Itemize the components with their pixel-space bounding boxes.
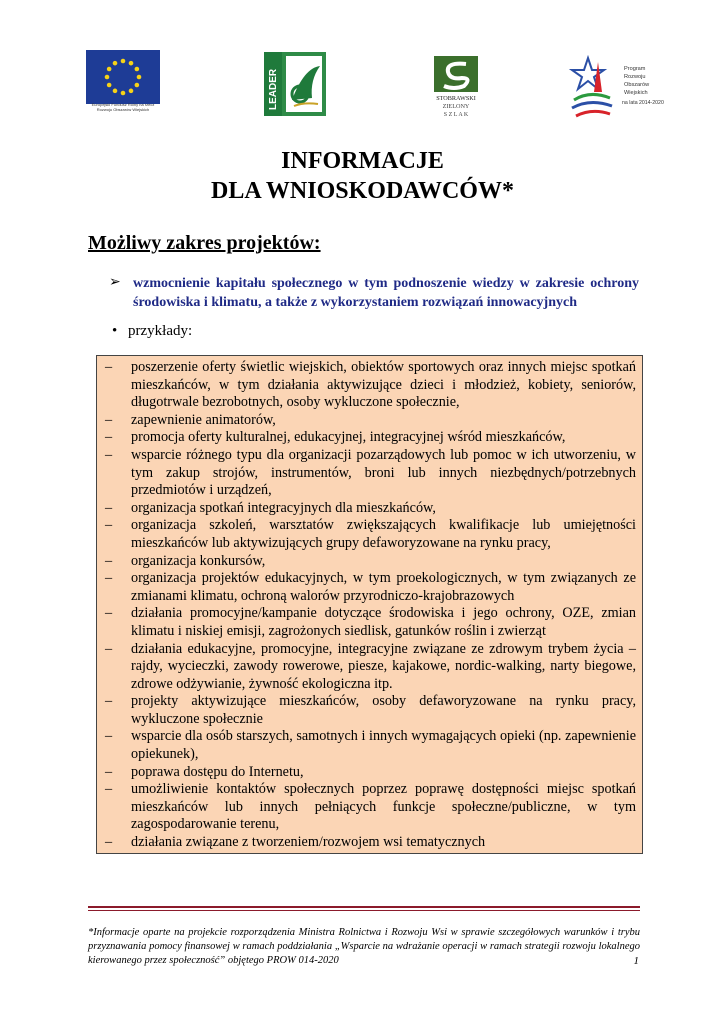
prow-logo-line-2: Rozwoju [624,74,646,80]
example-text: organizacja konkursów, [131,552,266,569]
eu-star-icon [135,67,140,72]
dash-bullet-icon: – [105,781,113,798]
project-scope-text: wzmocnienie kapitału społecznego w tym podnoszenie wiedzy w zakresie ochrony środowiska i klimatu, a także z wykorzystaniem rozwiązań innowacyjnych [133,276,639,310]
dash-bullet-icon: – [105,411,113,428]
example-text: projekty aktywizujące mieszkańców, osoby defaworyzowane na rynku pracy, wykluczone społecznie [131,693,636,727]
bullet-dot-icon: • [112,323,118,339]
example-text: organizacja projektów edukacyjnych, w tym proekologicznych, w tym związanych ze zmianami klimatu, ochroną walorów przyrodniczo-krajobrazowych [131,570,636,604]
example-text: działania związane z tworzeniem/rozwojem wsi tematycznych [131,834,486,851]
example-list-item [103,359,636,412]
footnote: *Informacje oparte na projekcie rozporządzenia Ministra Rolnictwa i Rozwoju Wsi w sprawie szczegółowych warunków i trybu przyznawania pomocy finansowej w ramach poddziałania „Wsparcie na wdrażanie operacji w ramach strategii rozwoju lokalnego kierowanego przez społeczność” objętego PROW 014-2020 [88,927,640,966]
page-title-line-1: INFORMACJE [281,148,444,174]
example-list-item [103,517,636,552]
szlak-logo-line-1: STOBRAWSKI [436,95,476,102]
dash-bullet-icon: – [105,640,113,657]
dash-bullet-icon: – [105,693,113,710]
example-text: działania promocyjne/kampanie dotyczące środowiska i jego ochrony, OZE, zmian klimatu i niskiej emisji, zagrożonych siedlisk, gatunków roślin i zwierząt [131,605,636,639]
examples-list [103,359,636,852]
stobrawski-zielony-szlak-logo [432,56,480,120]
eu-star-icon [105,75,110,80]
example-text: organizacja szkoleń, warsztatów zwiększających kwalifikacje lub umiejętności mieszkańców lub aktywizujących grupy defaworyzowane na rynku pracy, [131,517,636,551]
eu-star-icon [135,83,140,88]
dash-bullet-icon: – [105,429,113,446]
arrow-bullet-icon: ➢ [109,275,121,290]
dash-bullet-icon: – [105,763,113,780]
page-title-line-2: DLA WNIOSKODAWCÓW* [211,178,514,204]
dash-bullet-icon: – [105,552,113,569]
example-list-item [103,834,636,852]
eu-star-icon [107,83,112,88]
example-list-item [103,728,636,763]
example-text: zapewnienie animatorów, [131,411,276,428]
example-list-item [103,781,636,834]
section-heading: Możliwy zakres projektów: [88,232,321,254]
example-list-item [103,447,636,500]
prow-logo [566,52,666,124]
example-text: umożliwienie kontaktów społecznych poprzez poprawę dostępności miejsc spotkań mieszkańców lub innych pełniących funkcje społeczne/publiczne, w tym zagospodarowanie terenu, [131,781,636,833]
example-text: poprawa dostępu do Internetu, [131,763,304,780]
prow-logo-line-4: Wiejskich [624,90,648,96]
eu-star-icon [129,89,134,94]
eu-flag-logo [86,50,160,104]
dash-bullet-icon: – [105,359,113,375]
dash-bullet-icon: – [105,834,113,851]
eu-logo-caption: Europejski Fundusz Rolny na rzecz Rozwoju Obszarów Wiejskich [91,102,155,112]
eu-star-icon [121,59,126,64]
dash-bullet-icon: – [105,446,113,463]
prow-logo-line-1: Program [624,66,646,72]
dash-bullet-icon: – [105,499,113,516]
eu-star-icon [137,75,142,80]
footer-rule-thin [88,910,640,911]
eu-star-icon [129,61,134,66]
szlak-logo-line-2: ZIELONY [442,103,470,110]
leader-logo-text: LEADER [268,68,279,110]
szlak-logo-line-3: S Z L A K [443,112,469,118]
eu-star-icon [113,89,118,94]
example-text: organizacja spotkań integracyjnych dla mieszkańców, [131,499,436,516]
dash-bullet-icon: – [105,517,113,534]
example-text: wsparcie dla osób starszych, samotnych i innych wymagających opieki (np. zapewnienie opiekunek), [131,728,636,763]
leader-logo [264,52,326,116]
footer-rule [88,906,640,908]
example-list-item [103,570,636,605]
example-text: wsparcie różnego typu dla organizacji pozarządowych lub pomoc w ich utworzeniu, w tym zakup strojów, instrumentów, broni lub innych niezbędnych/potrzebnych przedmiotów i urządzeń, [131,446,636,499]
example-text: promocja oferty kulturalnej, edukacyjnej, integracyjnej wśród mieszkańców, [131,429,566,446]
dash-bullet-icon: – [105,570,113,587]
examples-box [96,355,643,854]
example-list-item [103,641,636,694]
eu-star-icon [121,91,126,96]
prow-logo-line-3: Obszarów [624,82,650,88]
example-text: poszerzenie oferty świetlic wiejskich, obiektów sportowych oraz innych miejsc spotkań mieszkańców, w tym działania aktywizujące dzieci i młodzież, kobiety, seniorów, długotrwale bezrobotnych, osoby wykluczone społecznie, [131,359,636,411]
examples-label [112,323,192,340]
example-text: działania edukacyjne, promocyjne, integracyjne związane ze zdrowym trybem życia – rajdy, wycieczki, zawody rowerowe, piesze, kajakowe, nordic-walking, narty biegowe, zdrowe odżywianie, żywność ekologiczna itp. [131,640,636,692]
eu-star-icon [107,67,112,72]
example-list-item [103,500,636,518]
example-list-item [103,429,636,447]
page-number: 1 [633,955,639,967]
project-scope-item [109,274,639,312]
example-list-item [103,693,636,728]
dash-bullet-icon: – [105,728,113,745]
examples-label-text: przykłady: [128,323,193,339]
eu-star-icon [113,61,118,66]
example-list-item [103,412,636,430]
example-list-item [103,553,636,571]
example-list-item [103,764,636,782]
example-list-item [103,605,636,640]
prow-logo-line-5: na lata 2014-2020 [622,100,664,106]
dash-bullet-icon: – [105,605,113,622]
